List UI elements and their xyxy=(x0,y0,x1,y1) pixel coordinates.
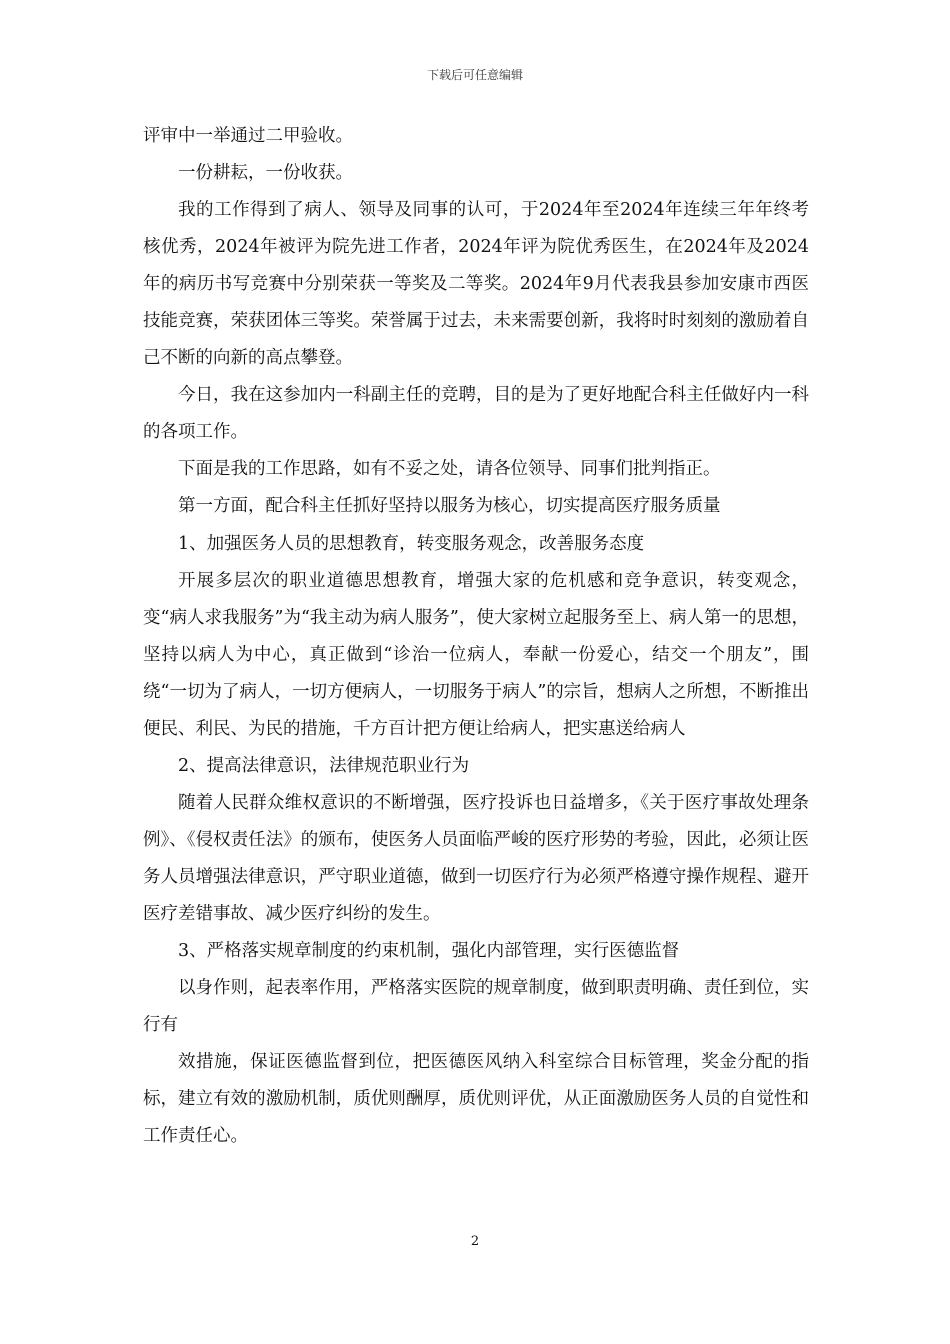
subsection-heading: 1、加强医务人员的思想教育，转变服务观念，改善服务态度 xyxy=(178,533,645,554)
subsection-heading: 2、提高法律意识，法律规范职业行为 xyxy=(178,755,470,776)
page-header: 下载后可任意编辑 xyxy=(426,68,523,82)
section-heading: 第一方面，配合科主任抓好坚持以服务为核心，切实提高医疗服务质量 xyxy=(178,496,721,517)
paragraph: 评审中一举通过二甲验收。 xyxy=(143,126,353,146)
paragraph: 效措施，保证医德监督到位，把医德医风纳入科室综合目标管理，奖金分配的指标，建立有效的激励机制，质优则酬厚，质优则评优，从正面激励医务人员的自觉性和工作责任心。 xyxy=(143,1052,809,1147)
paragraph: 下面是我的工作思路，如有不妥之处，请各位领导、同事们批判指正。 xyxy=(178,459,721,480)
document-body xyxy=(143,118,809,1155)
paragraph: 我的工作得到了病人、领导及同事的认可，于2024年至2024年连续三年年终考核优秀，2024年被评为院先进工作者，2024年评为院优秀医生，在2024年及2024年的病历书写竞赛中分别荣获一等奖及二等奖。2024年9月代表我县参加安康市西医技能竞赛，荣获团体三等奖。荣誉属于过去，未来需要创新，我将时时刻刻的激励着自己不断的向新的高点攀登。 xyxy=(143,200,809,369)
paragraph: 开展多层次的职业道德思想教育，增强大家的危机感和竞争意识，转变观念，变“病人求我服务”为“我主动为病人服务”，使大家树立起服务至上、病人第一的思想，坚持以病人为中心，真正做到“诊治一位病人，奉献一份爱心，结交一个朋友”，围绕“一切为了病人，一切方便病人，一切服务于病人”的宗旨，想病人之所想，不断推出便民、利民、为民的措施，千方百计把方便让给病人，把实惠送给病人 xyxy=(143,570,809,739)
subsection-heading: 3、严格落实规章制度的约束机制，强化内部管理，实行医德监督 xyxy=(178,941,680,962)
paragraph: 今日，我在这参加内一科副主任的竞聘，目的是为了更好地配合科主任做好内一科的各项工作。 xyxy=(143,385,809,443)
paragraph: 以身作则，起表率作用，严格落实医院的规章制度，做到职责明确、责任到位，实行有 xyxy=(143,978,809,1036)
paragraph: 一份耕耘，一份收获。 xyxy=(178,163,353,184)
paragraph: 随着人民群众维权意识的不断增强，医疗投诉也日益增多，《关于医疗事故处理条例》、《侵权责任法》的颁布，使医务人员面临严峻的医疗形势的考验，因此，必须让医务人员增强法律意识，严守职业道德，做到一切医疗行为必须严格遵守操作规程、避开医疗差错事故、减少医疗纠纷的发生。 xyxy=(143,792,809,924)
page-number: 2 xyxy=(470,1234,480,1249)
